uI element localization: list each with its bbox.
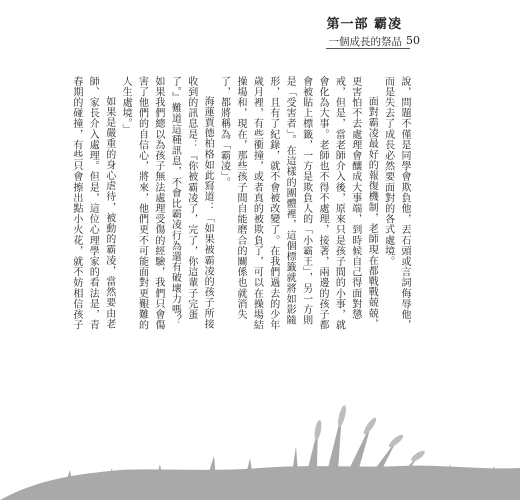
running-header	[326, 17, 402, 49]
paragraph-4: 如果是嚴重的身心虐待，被動的霸凌，當然要由老師、家長介入處理。但是，這位心理學家的看法是，青春期的碰撞，有些只會擦出點小火花，就不妨相信孩子	[70, 76, 115, 331]
body-text	[70, 76, 412, 334]
page-number: 50	[406, 34, 420, 47]
part-title: 第一部 霸凌	[326, 17, 402, 32]
grass-plume	[410, 449, 427, 463]
section-title: 一個成長的祭品	[328, 36, 402, 48]
grass-blades	[0, 412, 520, 500]
grass-plume	[362, 416, 378, 436]
grass-plume	[387, 433, 405, 449]
grass-illustration	[0, 408, 520, 500]
grass-plumes	[313, 405, 426, 463]
grass-plume	[313, 420, 322, 441]
grass-plume	[336, 405, 347, 428]
header-divider	[326, 48, 410, 49]
paragraph-1: 說，問題不僅是同學會欺負他，丟石頭或言詞侮辱他，而是失去了成長必然要面對的各式處境。	[382, 76, 410, 331]
paragraph-3: 海蓮賈德柏格如此寫道：「如果被霸凌的孩子所接收到的訊息是：『你被霸凌了，完了，你這輩子完蛋了。』難道這種訊息，不會比霸凌行為還有破壞力嗎？如果我們總以為孩子無法處理受傷的經驗，我們只會傷害了他們的自信心，將來，他們更不可能面對更艱難的人生處境。」	[120, 76, 214, 331]
paragraph-2: 面對霸凌最好的報復機制，老師現在都戰戰兢兢，更害怕不去處理會釀成大事端，到時候自己得面對懲戒，但是，當老師介入後，原來只是孩子間的小事，就會化為大事。老師也不得不處理，接著，兩邊的孩子都會被貼上標籤，一方是欺負人的「小霸王」，另一方則是「受害者」。在這樣的團體裡，這個標籤就將如影隨形，且有了紀錄，就不會被改變了。在我們過去的少年歲月裡，有些衝撞，或者真的被欺負了，可以在操場結操場和，現在，那些孩子間自能磨合的關係也就消失了，都將稱為「霸凌」。	[218, 76, 378, 331]
